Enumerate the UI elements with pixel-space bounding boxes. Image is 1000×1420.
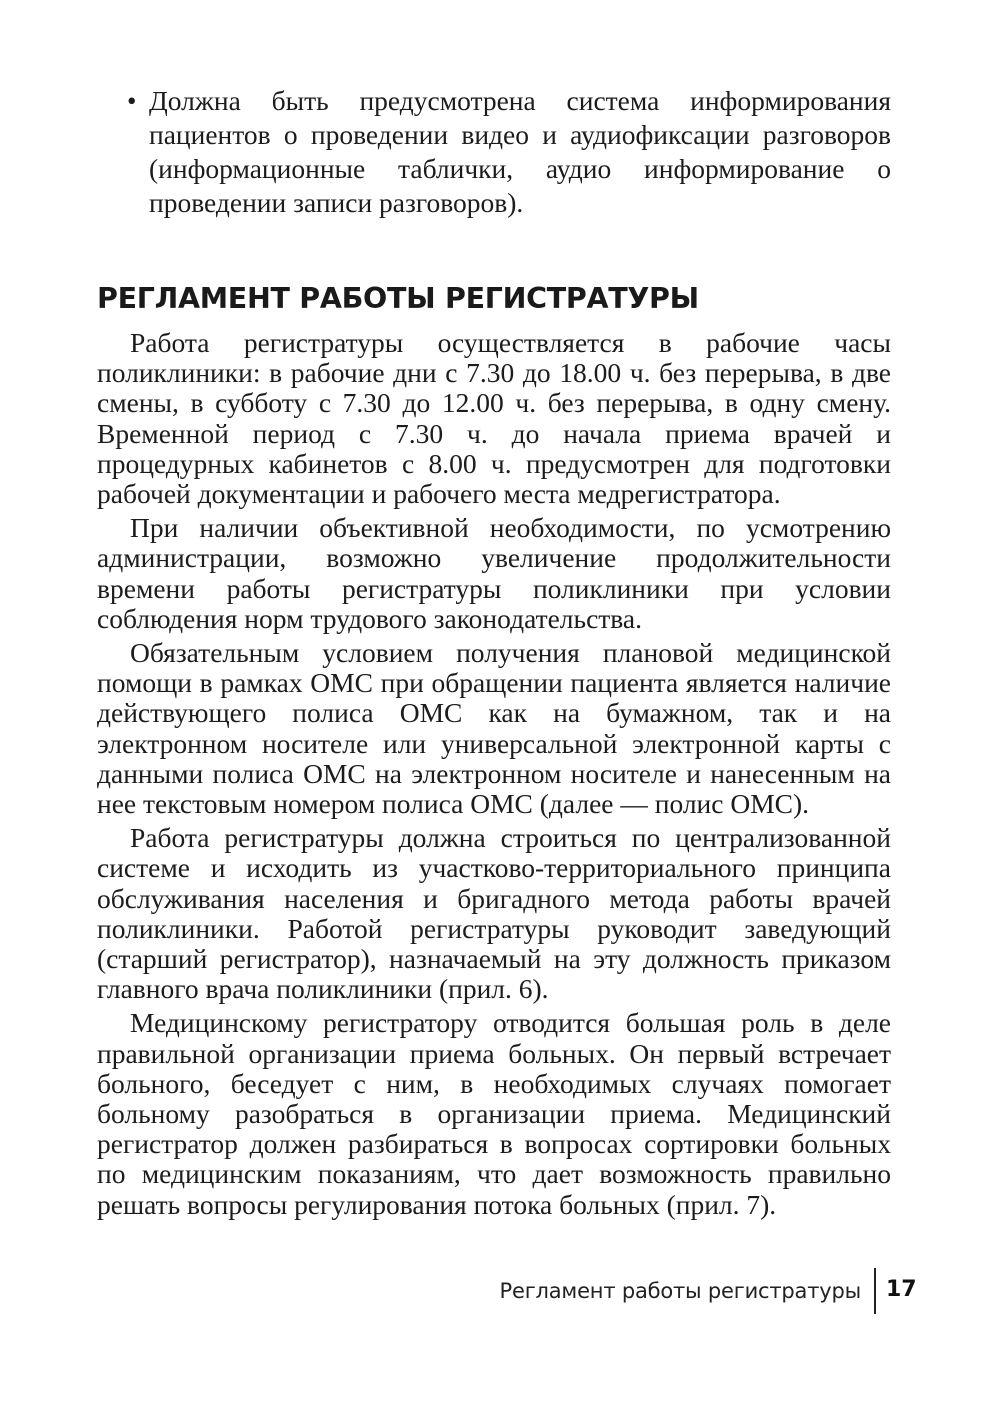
bullet-marker: • (127, 86, 137, 116)
section-heading: РЕГЛАМЕНТ РАБОТЫ РЕГИСТРАТУРЫ (97, 282, 699, 315)
page-footer (499, 1268, 920, 1314)
bullet-text: Должна быть предусмотрена система информирования пациентов о проведении видео и аудиофиксации разговоров (информационные таблички, аудио информирование о проведении записи разговоров). (149, 85, 891, 218)
page-body (97, 84, 891, 1224)
footer-divider (874, 1268, 876, 1314)
bullet-item (97, 84, 891, 220)
bullet-list (97, 84, 891, 220)
paragraph-working-hours: Работа регистратуры осуществляется в рабочие часы поликлиники: в рабочие дни с 7.30 до 18.00 ч. без перерыва, в две смены, в субботу с 7.30 до 12.00 ч. без перерыва, в одну смену. Временной период с 7.30 ч. до начала приема врачей и процедурных кабинетов с 8.00 ч. предусмотрен для подготовки рабочей документации и рабочего места медрегистратора. (97, 327, 891, 510)
paragraph-registrar-role: Медицинскому регистратору отводится большая роль в деле правильной организации приема больных. Он первый встречает больного, беседует с ним, в необходимых случаях помогает больному разобраться в организации приема. Медицинский регистратор должен разбираться в вопросах сортировки больных по медицинским показаниям, что дает возможность правильно решать вопросы регулирования потока больных (прил. 7). (97, 1007, 891, 1220)
running-title: Регламент работы регистратуры (499, 1279, 861, 1303)
paragraph-extended-hours: При наличии объективной необходимости, по усмотрению администрации, возможно увеличение продолжительности времени работы регистратуры поликлиники при условии соблюдения норм трудового законодательства. (97, 512, 891, 634)
paragraph-centralized-system: Работа регистратуры должна строиться по централизованной системе и исходить из участково-территориального принципа обслуживания населения и бригадного метода работы врачей поликлиники. Работой регистратуры руководит заведующий (старший регистратор), назначаемый на эту должность приказом главного врача поликлиники (прил. 6). (97, 822, 891, 1005)
paragraph-oms-policy: Обязательным условием получения плановой медицинской помощи в рамках ОМС при обращении пациента является наличие действующего полиса ОМС как на бумажном, так и на электронном носителе или универсальной электронной карты с данными полиса ОМС на электронном носителе и нанесенным на нее текстовым номером полиса ОМС (далее — полис ОМС). (97, 637, 891, 820)
page-number: 17 (886, 1277, 917, 1302)
